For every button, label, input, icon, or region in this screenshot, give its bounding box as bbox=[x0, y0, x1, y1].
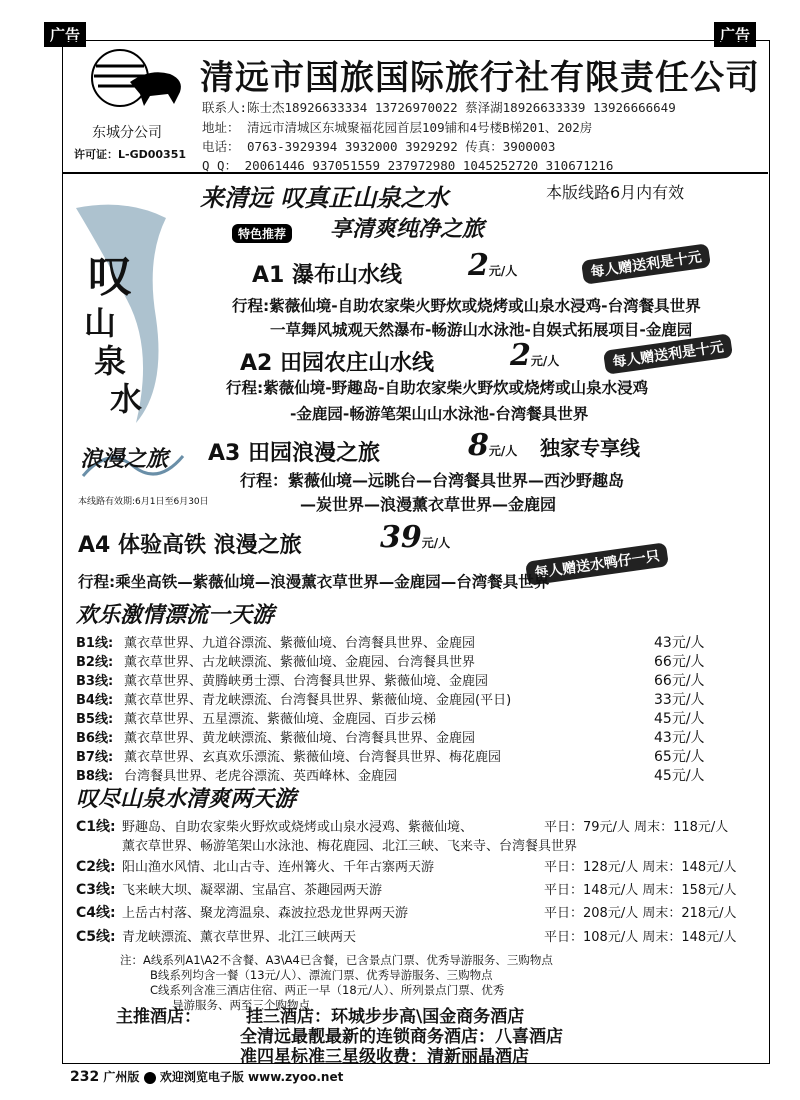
c-row: C2线: 阳山渔水风情、北山古寺、连州篝火、千年古寨两天游 bbox=[76, 859, 435, 875]
c2-price: 平日：128元/人 周末：148元/人 bbox=[544, 860, 737, 875]
page-footer bbox=[70, 1068, 343, 1085]
side-char-3: 泉 bbox=[94, 342, 127, 380]
c1-price: 平日：79元/人 周末：118元/人 bbox=[544, 820, 729, 835]
route-a1-gift: 每人赠送利是十元 bbox=[581, 243, 711, 285]
qq-numbers: Q Q： 20061446 937051559 237972980 1045252720 310671216 bbox=[202, 158, 614, 173]
license-number: 许可证：L-GD00351 bbox=[74, 148, 187, 161]
note-line-2: B线系列均含一餐（13元/人）、漂流门票、优秀导游服务、三购物点 bbox=[150, 968, 493, 982]
route-a3-price: 8元/人 bbox=[468, 428, 518, 463]
side-char-4: 水 bbox=[110, 380, 143, 418]
c4-price: 平日：208元/人 周末：218元/人 bbox=[544, 906, 737, 921]
route-a1-price: 2元/人 bbox=[468, 248, 518, 283]
c-row: C1线: 野趣岛、自助农家柴火野炊或烧烤或山泉水浸鸡、紫薇仙境、 bbox=[76, 819, 474, 835]
footer-slogan: 欢迎浏览电子版 bbox=[159, 1070, 244, 1084]
contact-people: 联系人:陈士杰18926633334 13726970022 蔡泽湖18926633339 13926666649 bbox=[202, 100, 676, 115]
note-line-1: 注：A线系列A1\A2不含餐、A3\A4已含餐，已含景点门票、优秀导游服务、三购物点 bbox=[120, 953, 553, 967]
header-divider bbox=[62, 172, 768, 174]
footer-website[interactable]: www.zyoo.net bbox=[248, 1070, 344, 1084]
route-a4-gift: 每人赠送水鸭仔一只 bbox=[525, 542, 669, 586]
route-a1-title: A1 瀑布山水线 bbox=[252, 263, 403, 288]
route-a4-itinerary: 行程:乘坐高铁—紫薇仙境—浪漫薰衣草世界—金鹿园—台湾餐具世界 bbox=[78, 573, 550, 591]
b-row: B6线: 薰衣草世界、黄龙峡漂流、紫薇仙境、台湾餐具世界、金鹿园 43元/人 bbox=[76, 730, 705, 746]
hotel-line-3: 准四星标准三星级收费：清新丽晶酒店 bbox=[240, 1047, 529, 1067]
footer-logo-icon bbox=[144, 1072, 156, 1084]
side-char-2: 山 bbox=[84, 304, 117, 342]
route-a3-title: A3 田园浪漫之旅 bbox=[208, 441, 381, 466]
c-row-cont: 薰衣草世界、畅游笔架山水泳池、梅花鹿园、北江三峡、飞来寺、台湾餐具世界 bbox=[122, 839, 578, 854]
featured-badge: 特色推荐 bbox=[232, 224, 292, 243]
route-a2-itinerary-1: 行程:紫薇仙境-野趣岛-自助农家柴火野炊或烧烤或山泉水浸鸡 bbox=[226, 379, 649, 397]
c5-price: 平日：108元/人 周末：148元/人 bbox=[544, 930, 737, 945]
b-row: B8线: 台湾餐具世界、老虎谷漂流、英西峰林、金鹿园 45元/人 bbox=[76, 768, 705, 784]
c-row: C3线: 飞来峡大坝、凝翠湖、宝晶宫、茶趣园两天游 bbox=[76, 882, 383, 898]
headline-line1: 来清远 叹真正山泉之水 bbox=[200, 183, 449, 212]
route-a1-itinerary-2: 一草舞风城观天然瀑布-畅游山水泳池-自娱式拓展项目-金鹿园 bbox=[270, 321, 693, 339]
hotel-line-2: 全清远最靓最新的连锁商务酒店：八喜酒店 bbox=[240, 1027, 563, 1047]
c-row: C4线: 上岳古村落、聚龙湾温泉、森波拉恐龙世界两天游 bbox=[76, 905, 409, 921]
route-a3-exclusive-tag: 独家专享线 bbox=[540, 436, 640, 460]
validity-note: 本版线路6月内有效 bbox=[546, 183, 685, 202]
b-row: B2线: 薰衣草世界、古龙峡漂流、紫薇仙境、金鹿园、台湾餐具世界 66元/人 bbox=[76, 654, 705, 670]
side-char-1: 叹 bbox=[88, 251, 132, 302]
route-a2-itinerary-2: -金鹿园-畅游笔架山山水泳池-台湾餐具世界 bbox=[290, 405, 589, 423]
bull-logo-icon bbox=[80, 46, 190, 116]
ad-tag-right: 广告 bbox=[714, 22, 756, 47]
section-c-title: 叹尽山泉水清爽两天游 bbox=[76, 786, 297, 812]
romance-logo-validity: 本线路有效期:6月1日至6月30日 bbox=[78, 497, 209, 507]
route-a2-gift: 每人赠送利是十元 bbox=[603, 333, 733, 375]
section-b-title: 欢乐激情漂流一天游 bbox=[76, 602, 275, 628]
c-row: C5线: 青龙峡漂流、薰衣草世界、北江三峡两天 bbox=[76, 929, 357, 945]
note-line-3: C线系列含准三酒店住宿、两正一早（18元/人）、所列景点门票、优秀 bbox=[150, 983, 505, 997]
route-a1-itinerary-1: 行程:紫薇仙境-自助农家柴火野炊或烧烤或山泉水浸鸡-台湾餐具世界 bbox=[232, 297, 701, 315]
phone-fax: 电话： 0763-3929394 3932000 3929292 传真：3900003 bbox=[202, 139, 556, 154]
route-a3-itinerary-2: —炭世界—浪漫薰衣草世界—金鹿园 bbox=[300, 495, 557, 514]
ad-tag-left: 广告 bbox=[44, 22, 86, 47]
route-a2-price: 2元/人 bbox=[510, 338, 560, 373]
romance-logo-title: 浪漫之旅 bbox=[80, 446, 169, 472]
route-a4-price: 39元/人 bbox=[380, 520, 451, 555]
company-name: 清远市国旅国际旅行社有限责任公司 bbox=[200, 58, 760, 98]
b-row: B3线: 薰衣草世界、黄腾峡勇士漂、台湾餐具世界、紫薇仙境、金鹿园 66元/人 bbox=[76, 673, 705, 689]
b-row: B7线: 薰衣草世界、玄真欢乐漂流、紫薇仙境、台湾餐具世界、梅花鹿园 65元/人 bbox=[76, 749, 705, 765]
route-a2-title: A2 田园农庄山水线 bbox=[240, 351, 435, 376]
b-row: B1线: 薰衣草世界、九道谷漂流、紫薇仙境、台湾餐具世界、金鹿园 43元/人 bbox=[76, 635, 705, 651]
hotels-label: 主推酒店： bbox=[116, 1007, 201, 1027]
headline-line2: 享清爽纯净之旅 bbox=[330, 216, 485, 242]
c3-price: 平日：148元/人 周末：158元/人 bbox=[544, 883, 737, 898]
b-row: B4线: 薰衣草世界、青龙峡漂流、台湾餐具世界、紫薇仙境、金鹿园(平日) 33元/人 bbox=[76, 692, 705, 708]
b-row: B5线: 薰衣草世界、五星漂流、紫薇仙境、金鹿园、百步云梯 45元/人 bbox=[76, 711, 705, 727]
note-line-4: 导游服务、两至三个购物点 bbox=[172, 998, 310, 1012]
page-number: 232 bbox=[70, 1069, 100, 1085]
hotel-line-1: 挂三酒店：环城步步高\国金商务酒店 bbox=[246, 1007, 525, 1027]
route-a4-title: A4 体验高铁 浪漫之旅 bbox=[78, 533, 302, 558]
route-a3-itinerary-1: 行程：紫薇仙境—远眺台—台湾餐具世界—西沙野趣岛 bbox=[240, 471, 625, 490]
branch-name: 东城分公司 bbox=[92, 125, 162, 141]
address: 地址： 清远市清城区东城聚福花园首层109铺和4号楼B梯201、202房 bbox=[202, 120, 593, 135]
edition: 广州版 bbox=[103, 1070, 140, 1084]
